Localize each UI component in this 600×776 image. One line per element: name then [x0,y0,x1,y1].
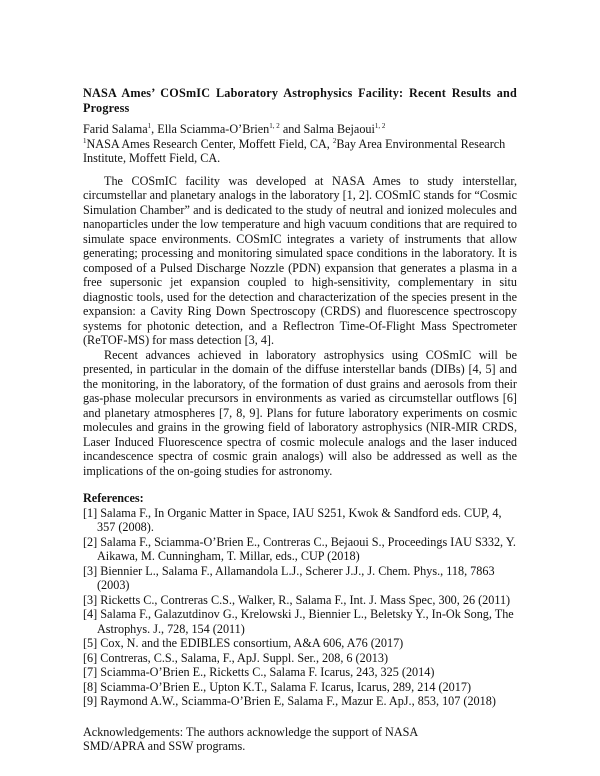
acknowledgements: Acknowledgements: The authors acknowledge the support of NASA SMD/APRA and SSW programs. [83,724,418,753]
author-line [83,122,517,137]
reference-item: [4] Salama F., Galazutdinov G., Krelowski J., Biennier L., Beletsky Y., In-Ok Song, The Astrophys. J., 728, 154 (2011) [83,607,514,636]
author-affiliation-mark: 1, 2 [269,121,280,130]
author-separator: and [279,122,304,136]
reference-item: [7] Sciamma-O’Brien E., Ricketts C., Salama F. Icarus, 243, 325 (2014) [83,665,435,679]
author-name: Salma Bejaoui [303,122,375,136]
affiliations [83,137,517,166]
reference-item: [3] Biennier L., Salama F., Allamandola L.J., Scherer J.J., J. Chem. Phys., 118, 7863 (2003) [83,563,495,592]
author-name: Ella Sciamma-O’Brien [157,122,270,136]
author-name: Farid Salama [83,122,148,136]
references-heading: References: [83,491,144,505]
affiliation-text: Bay Area Environmental Research Institute, Moffett Field, CA. [83,136,506,165]
author-separator: , [151,122,158,136]
paper-title: NASA Ames’ COSmIC Laboratory Astrophysics Facility: Recent Results and Progress [83,86,517,115]
reference-item: [3] Ricketts C., Contreras C.S., Walker, R., Salama F., Int. J. Mass Spec, 300, 26 (2011) [83,592,511,607]
author-affiliation-mark: 1 [147,121,152,130]
reference-item: [2] Salama F., Sciamma-O’Brien E., Contreras C., Bejaoui S., Proceedings IAU S332, Y. Aikawa, M. Cunningham, T. Millar, eds., CUP (2018) [83,534,516,563]
affiliation-mark: 2 [332,136,337,145]
reference-item: [9] Raymond A.W., Sciamma-O’Brien E, Salama F., Mazur E. ApJ., 853, 107 (2018) [83,694,496,708]
affiliation-mark: 1 [83,136,87,145]
reference-item: [8] Sciamma-O’Brien E., Upton K.T., Salama F. Icarus, Icarus, 289, 214 (2017) [83,679,472,694]
reference-list [83,506,517,709]
reference-item: [1] Salama F., In Organic Matter in Space, IAU S251, Kwok & Sandford eds. CUP, 4, 357 (2008). [83,505,502,534]
affiliation-text: NASA Ames Research Center, Moffett Field, CA, [86,136,333,151]
reference-item: [6] Contreras, C.S., Salama, F., ApJ. Suppl. Ser., 208, 6 (2013) [83,650,389,665]
author-affiliation-mark: 1, 2 [374,121,386,130]
body-paragraph: The COSmIC facility was developed at NASA Ames to study interstellar, circumstellar and planetary analogs in the laboratory [1, 2]. COSmIC stands for “Cosmic Simulation Chamber” and is dedicated to the study of neutral and ionized molecules and nanoparticles under the low temperature and high vacuum conditions that are required to simulate space environments. COSmIC integrates a variety of instruments that allow generating; processing and monitoring simulated space conditions in the laboratory. It is composed of a Pulsed Discharge Nozzle (PDN) expansion that generates a plasma in a free supersonic jet expansion coupled to high-sensitivity, complementary in situ diagnostic tools, used for the detection and characterization of the species present in the expansion: a Cavity Ring Down Spectroscopy (CRDS) and fluorescence spectroscopy systems for photonic detection, and a Reflectron Time-Of-Flight Mass Spectrometer (ReTOF-MS) for mass detection [3, 4]. [83,173,517,347]
reference-item: [5] Cox, N. and the EDIBLES consortium, A&A 606, A76 (2017) [83,636,404,650]
body-paragraph: Recent advances achieved in laboratory astrophysics using COSmIC will be presented, in particular in the domain of the diffuse interstellar bands (DIBs) [4, 5] and the monitoring, in the laboratory, of the formation of dust grains and aerosols from their gas-phase molecular precursors in environments as varied as circumstellar outflows [6] and planetary atmospheres [7, 8, 9]. Plans for future laboratory experiments on cosmic molecules and grains in the growing field of laboratory astrophysics (NIR-MIR CRDS, Laser Induced Fluorescence spectra of cosmic molecule analogs and the laser induced incandescence spectra of cosmic grain analogs) will also be addressed as well as the implications of the on-going studies for astronomy. [83,347,517,478]
